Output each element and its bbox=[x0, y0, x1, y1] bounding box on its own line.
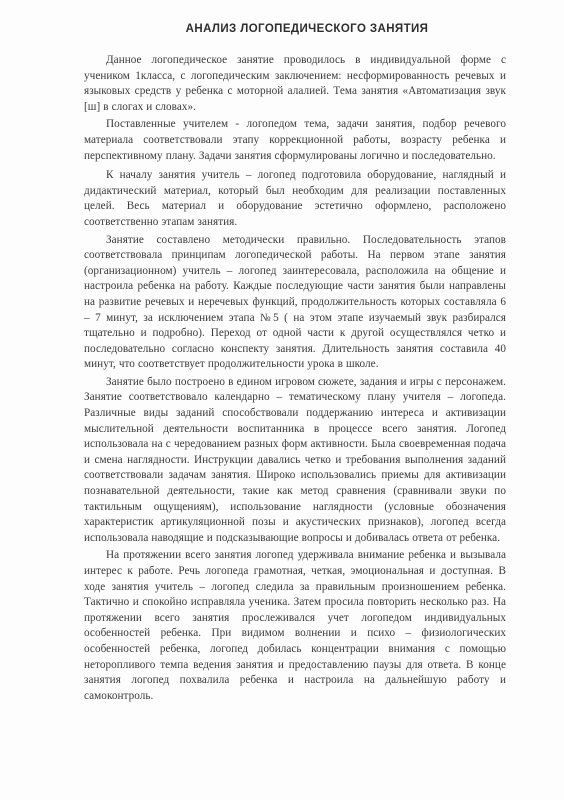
document-title: АНАЛИЗ ЛОГОПЕДИЧЕСКОГО ЗАНЯТИЯ bbox=[185, 23, 429, 35]
paragraph-intro: Данное логопедическое занятие проводилось в индивидуальной форме с учеником 1класса, с логопедическим заключением: несформированность речевых и языковых средств у ребенка с моторной алалией. Тема занятия «Автоматизация звук [ш] в слогах и словах». bbox=[84, 54, 506, 113]
paragraph-conclusion: На протяжении всего занятия логопед удерживала внимание ребенка и вызывала интерес к работе. Речь логопеда грамотная, четкая, эмоциональная и доступная. В ходе занятия учитель – логопед следила за правильным произношением ребенка. Тактично и спокойно исправляла ученика. Затем просила повторить несколько раз. На протяжении всего занятия прослеживался учет логопедом индивидуальных особенностей ребенка. При видимом волнении и психо – физиологических особенностей ребенка, логопед добилась концентрации внимания с помощью неторопливого темпа ведения занятия и предоставлению паузы для ответа. В конце занятия логопед похвалила ребенка и настроила на дальнейшую работу и самоконтроль. bbox=[84, 549, 506, 702]
paragraph-methods: Занятие было построено в едином игровом сюжете, задания и игры с персонажем. Занятие соответствовало календарно – тематическому плану учителя – логопеда. Различные виды заданий способствовали поддержанию интереса и активизации мыслительной деятельности воспитанника в процессе всего занятия. Логопед использовала на с чередованием разных форм активности. Была своевременная подача и смена наглядности. Инструкции давались четко и требования выполнения заданий соответствовали задачам занятия. Широко использовались приемы для активизации познавательной деятельности, такие как метод сравнения (сравнивали звуки по тактильным ощущениям), использование наглядности (условные обозначения характеристик артикуляционной позы и акустических признаков), логопед всегда использовала наводящие и подсказывающие вопросы и добивалась ответа от ребенка. bbox=[84, 375, 506, 544]
paragraph-structure: Занятие составлено методически правильно. Последовательность этапов соответствовала принципам логопедической работы. На первом этапе занятия (организационном) учитель – логопед заинтересовала, расположила на общение и настроила ребенка на работу. Каждые последующие части занятия были направлены на развитие речевых и неречевых функций, продолжительность которых составляла 6 – 7 минут, за исключением этапа №5 ( на этом этапе изучаемый звук разбирался тщательно и подробно). Переход от одной части к другой осуществлялся четко и последовательно согласно конспекту занятия. Длительность занятия составила 40 минут, что соответствует продолжительности урока в школе. bbox=[84, 233, 506, 371]
paragraph-equipment: К началу занятия учитель – логопед подготовила оборудование, наглядный и дидактический материал, который был необходим для реализации поставленных целей. Весь материал и оборудование эстетично оформлено, расположено соответственно этапам занятия. bbox=[84, 169, 506, 228]
paragraph-goals: Поставленные учителем - логопедом тема, задачи занятия, подбор речевого материала соответствовали этапу коррекционной работы, возрасту ребенка и перспективному плану. Задачи занятия сформулированы логично и последовательно. bbox=[84, 118, 506, 162]
